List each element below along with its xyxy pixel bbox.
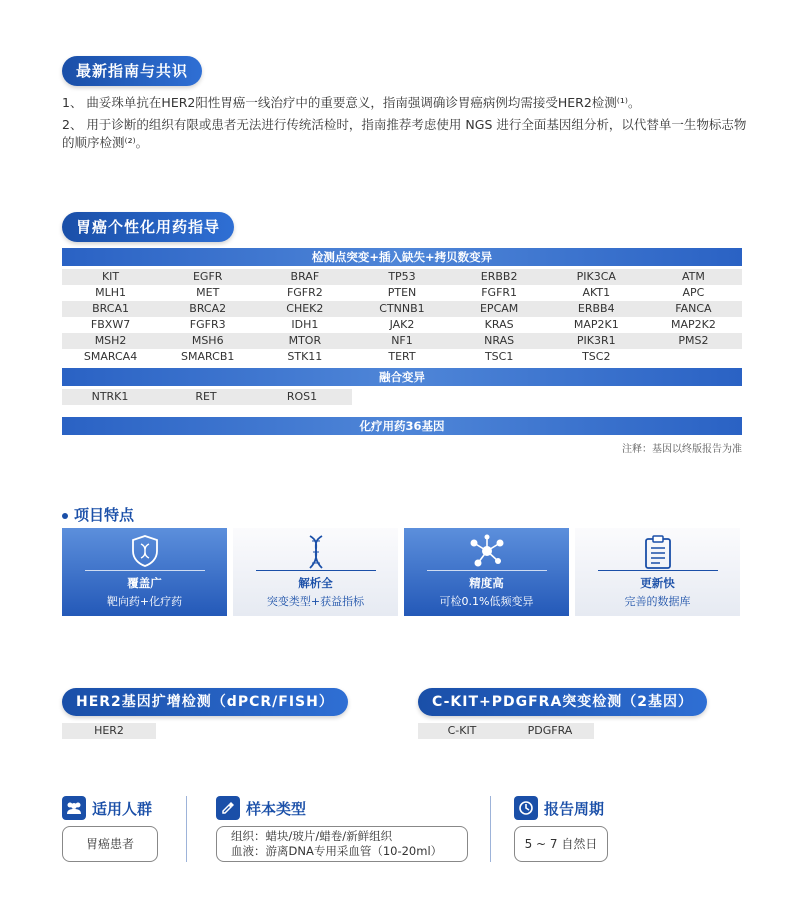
- gene-cell: SMARCA4: [83, 350, 138, 363]
- gene-cell: PDGFRA: [527, 724, 573, 737]
- gene-table: [62, 248, 742, 435]
- gene-cell: ROS1: [286, 390, 318, 403]
- guideline-list: [62, 94, 752, 156]
- gene-cell: MAP2K2: [670, 318, 716, 331]
- info-title: 适用人群: [92, 799, 153, 818]
- info-title: 报告周期: [544, 799, 605, 818]
- gene-cell: SMARCB1: [181, 350, 235, 363]
- people-icon: [62, 796, 86, 820]
- period-value-box: [514, 826, 608, 862]
- gene-cell: APC: [682, 286, 705, 299]
- card-title: 解析全: [298, 576, 333, 590]
- ckit-gene-row: [418, 723, 594, 739]
- gene-cell: KRAS: [484, 318, 514, 331]
- band-chemo-header: 化疗用药36基因: [62, 417, 742, 435]
- her2-gene-row: [62, 723, 156, 739]
- info-title: 样本类型: [246, 799, 307, 818]
- gene-cell: CTNNB1: [379, 302, 425, 315]
- gene-cell: FANCA: [675, 302, 712, 315]
- card-desc: 靶向药+化疗药: [106, 595, 183, 608]
- gene-cell: FGFR1: [481, 286, 518, 299]
- gene-cell: TERT: [388, 350, 416, 363]
- gene-cell: ATM: [681, 270, 705, 283]
- card-title: 更新快: [640, 576, 675, 590]
- gene-cell: AKT1: [582, 286, 611, 299]
- gene-cell: FGFR2: [286, 286, 323, 299]
- gene-cell: TSC2: [582, 350, 611, 363]
- gene-cell: BRAF: [290, 270, 320, 283]
- info-population: [62, 796, 152, 820]
- gene-cell: TSC1: [484, 350, 514, 363]
- gene-cell: BRCA2: [189, 302, 227, 315]
- feature-card-update: [575, 528, 740, 616]
- sample-line: 组织：蜡块/玻片/蜡卷/新鲜组织: [231, 829, 393, 843]
- card-desc: 完善的数据库: [624, 595, 691, 608]
- bullet-dot: [62, 513, 68, 519]
- gene-cell: EPCAM: [479, 302, 519, 315]
- gene-cell: TP53: [388, 270, 416, 283]
- sample-line: 血液：游离DNA专用采血管（10-20ml）: [231, 844, 443, 858]
- gene-cell: STK11: [287, 350, 323, 363]
- footnote: 注释：基因以终版报告为准: [622, 444, 742, 455]
- card-desc: 突变类型+获益指标: [266, 595, 365, 608]
- gene-cell: FGFR3: [189, 318, 226, 331]
- gene-cell: MSH6: [191, 334, 224, 347]
- features-title: 项目特点: [74, 506, 135, 524]
- gene-rows: [62, 269, 742, 365]
- feature-card-coverage: [62, 528, 227, 616]
- gene-cell: PMS2: [678, 334, 709, 347]
- divider: [186, 796, 187, 862]
- section-title-ckit: C-KIT+PDGFRA突变检测（2基因）: [418, 688, 707, 716]
- section-title-guidelines: 最新指南与共识: [62, 56, 202, 86]
- card-desc: 可检0.1%低频变异: [439, 595, 534, 608]
- gene-cell: EGFR: [192, 270, 223, 283]
- gene-cell: BRCA1: [92, 302, 129, 315]
- gene-cell: ERBB2: [480, 270, 518, 283]
- gene-cell: IDH1: [291, 318, 319, 331]
- gene-cell: MLH1: [95, 286, 127, 299]
- population-value-box: [62, 826, 158, 862]
- period-value: 5 ~ 7 自然日: [524, 837, 598, 851]
- gene-cell: CHEK2: [286, 302, 324, 315]
- gene-row: [62, 349, 742, 365]
- gene-row: [62, 285, 742, 301]
- sample-value-box: [216, 826, 468, 862]
- gene-cell: [645, 349, 742, 365]
- molecule-icon: [404, 528, 569, 568]
- gene-cell: JAK2: [389, 318, 415, 331]
- clipboard-icon: [575, 528, 740, 568]
- divider: [490, 796, 491, 862]
- gene-row: [62, 269, 742, 285]
- card-title: 覆盖广: [127, 576, 162, 590]
- gene-cell: MTOR: [288, 334, 322, 347]
- guideline-item: 2、 用于诊断的组织有限或患者无法进行传统活检时，指南推荐考虑使用 NGS 进行全面基因组分析，以代替单一生物标志物的顺序检测⁽²⁾。: [62, 117, 747, 150]
- gene-cell: KIT: [101, 270, 120, 283]
- info-period: [514, 796, 604, 820]
- gene-cell: PIK3R1: [576, 334, 616, 347]
- gene-cell: MET: [196, 286, 220, 299]
- card-title: 精度高: [469, 576, 504, 590]
- gene-cell: HER2: [94, 724, 124, 737]
- gene-cell: NTRK1: [91, 390, 129, 403]
- population-value: 胃癌患者: [85, 837, 134, 851]
- gene-cell: NF1: [391, 334, 413, 347]
- pipette-icon: [216, 796, 240, 820]
- features-heading: [62, 504, 134, 525]
- info-sample: [216, 796, 306, 820]
- guideline-item: 1、 曲妥珠单抗在HER2阳性胃癌一线治疗中的重要意义，指南强调确诊胃癌病例均需接受HER2检测⁽¹⁾。: [62, 95, 641, 110]
- gene-cell: RET: [195, 390, 217, 403]
- band-mutation-header: 检测点突变+插入缺失+拷贝数变异: [62, 248, 742, 266]
- band-fusion-header: 融合变异: [62, 368, 742, 386]
- gene-row: [62, 333, 742, 349]
- gene-cell: NRAS: [484, 334, 515, 347]
- gene-cell: PTEN: [387, 286, 417, 299]
- gene-row: [62, 317, 742, 333]
- gene-cell: C-KIT: [447, 724, 477, 737]
- dna-helix-icon: [233, 528, 398, 568]
- clock-icon: [514, 796, 538, 820]
- fusion-row: [62, 389, 352, 405]
- gene-cell: ERBB4: [577, 302, 615, 315]
- feature-cards: [62, 528, 740, 616]
- section-title-her2: HER2基因扩增检测（dPCR/FISH）: [62, 688, 348, 716]
- gene-cell: FBXW7: [90, 318, 131, 331]
- shield-dna-icon: [62, 528, 227, 568]
- gene-cell: PIK3CA: [576, 270, 616, 283]
- gene-row: [62, 301, 742, 317]
- gene-cell: MSH2: [94, 334, 127, 347]
- gene-cell: MAP2K1: [573, 318, 619, 331]
- feature-card-analysis: [233, 528, 398, 616]
- feature-card-precision: [404, 528, 569, 616]
- section-title-medication-guide: 胃癌个性化用药指导: [62, 212, 234, 242]
